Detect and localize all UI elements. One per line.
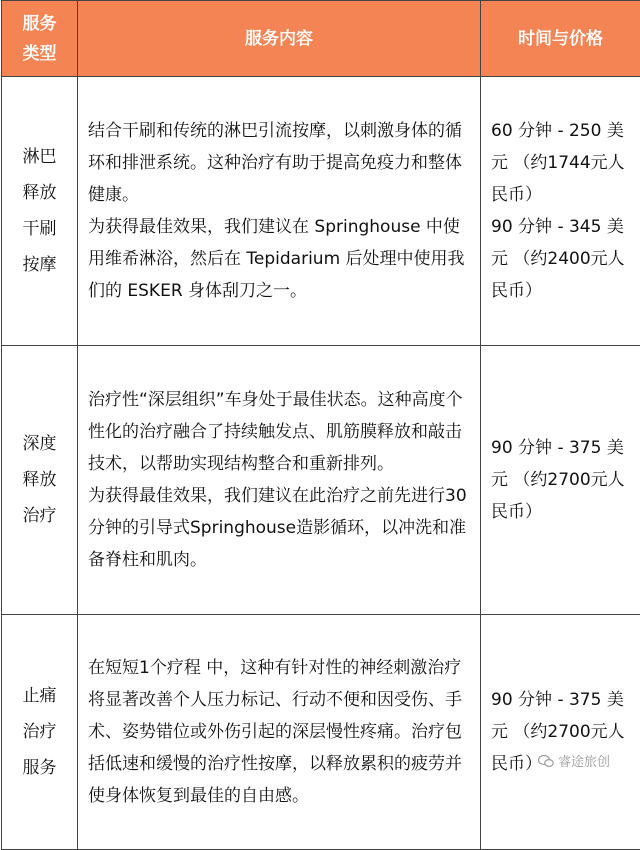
table-row — [2, 615, 640, 850]
description-paragraph: 结合干刷和传统的淋巴引流按摩，以刺激身体的循环和排泄系统。这种治疗有助于提高免疫力和整体健康。 — [88, 115, 468, 211]
header-price: 时间与价格 — [481, 1, 640, 77]
service-type: 深度释放治疗 — [2, 346, 78, 615]
service-price — [481, 346, 640, 615]
header-type-label: 服务类型 — [20, 9, 60, 69]
price-option: 90 分钟 - 375 美元 （约2700元人民币） — [491, 684, 632, 780]
service-price — [481, 77, 640, 346]
table-row — [2, 346, 640, 615]
price-option: 90 分钟 - 345 美元 （约2400元人民币） — [491, 211, 632, 307]
services-table — [1, 0, 640, 850]
service-price — [481, 615, 640, 850]
service-description — [78, 346, 481, 615]
price-option: 60 分钟 - 250 美元 （约1744元人民币） — [491, 115, 632, 211]
table-row — [2, 77, 640, 346]
header-row — [2, 1, 640, 77]
wechat-icon — [538, 754, 554, 768]
header-type — [2, 1, 78, 77]
service-type: 止痛治疗服务 — [2, 615, 78, 850]
price-option: 90 分钟 - 375 美元 （约2700元人民币） — [491, 432, 632, 528]
service-type: 淋巴释放干刷按摩 — [2, 77, 78, 346]
service-description — [78, 615, 481, 850]
description-paragraph: 为获得最佳效果，我们建议在 Springhouse 中使用维希淋浴，然后在 Tepidarium 后处理中使用我们的 ESKER 身体刮刀之一。 — [88, 211, 468, 307]
description-paragraph: 为获得最佳效果，我们建议在此治疗之前先进行30分钟的引导式Springhouse造影循环，以冲洗和准备脊柱和肌肉。 — [88, 480, 468, 576]
service-description — [78, 77, 481, 346]
watermark — [538, 751, 610, 770]
description-paragraph: 在短短1个疗程 中，这种有针对性的神经刺激治疗将显著改善个人压力标记、行动不便和因受伤、手术、姿势错位或外伤引起的深层慢性疼痛。治疗包括低速和缓慢的治疗性按摩，以释放累积的疲劳并使身体恢复到最佳的自由感。 — [88, 652, 468, 812]
watermark-text: 睿途旅创 — [558, 751, 610, 770]
description-paragraph: 治疗性“深层组织”车身处于最佳状态。这种高度个性化的治疗融合了持续触发点、肌筋膜释放和敲击技术，以帮助实现结构整合和重新排列。 — [88, 384, 468, 480]
header-content: 服务内容 — [78, 1, 481, 77]
